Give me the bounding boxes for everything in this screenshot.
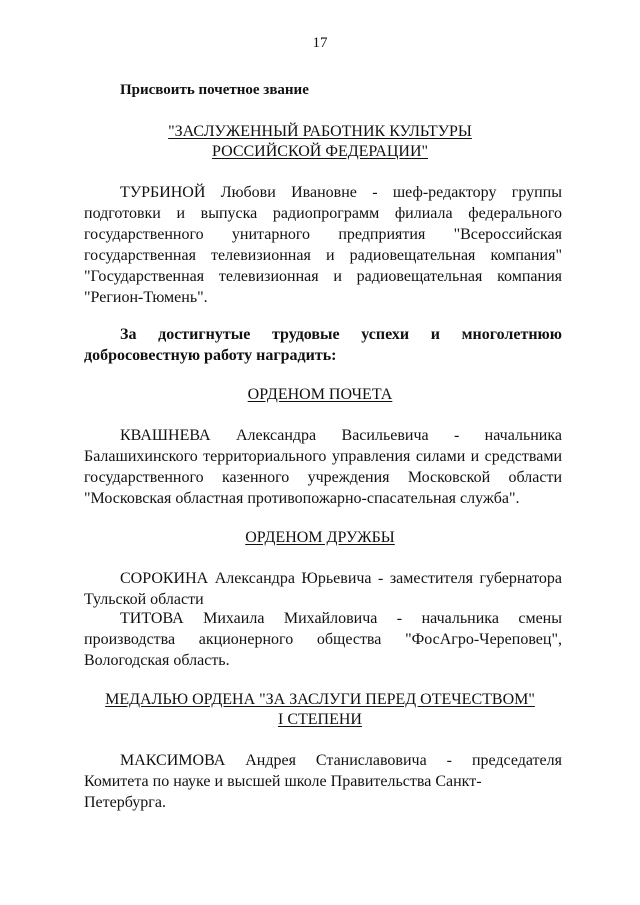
paragraph-line: Вологодская область. (84, 652, 230, 669)
paragraph-line: "Московская областная противопожарно-спасательная служба". (84, 490, 520, 507)
paragraph-line: Балашихинского территориального управления силами и средствами (84, 448, 562, 465)
paragraph-line: МАКСИМОВА Андрея Станиславовича - председателя (120, 752, 562, 769)
maksimov-paragraph (84, 750, 562, 813)
paragraph-line: государственного казенного учреждения Московской области (84, 469, 562, 486)
medal-title-line-2: I СТЕПЕНИ (278, 711, 362, 728)
page-number: 17 (312, 35, 328, 51)
paragraph-line: "Регион-Тюмень". (84, 289, 208, 306)
honorary-title-line-1: "ЗАСЛУЖЕННЫЙ РАБОТНИК КУЛЬТУРЫ (168, 123, 472, 140)
award-intro (84, 324, 562, 366)
paragraph-line: ТИТОВА Михаила Михайловича - начальника смены (120, 610, 562, 627)
paragraph-line: добросовестную работу наградить: (84, 347, 337, 364)
paragraph-line: Тульской области (84, 591, 204, 608)
paragraph-line: За достигнутые трудовые успехи и многолетнюю (120, 326, 562, 343)
paragraph-line: "Государственная телевизионная и радиовещательная компания (84, 268, 562, 285)
titov-paragraph (84, 608, 562, 671)
paragraph-line: государственного унитарного предприятия "Всероссийская (84, 226, 562, 243)
honorary-title-line-2: РОССИЙСКОЙ ФЕДЕРАЦИИ" (211, 143, 429, 160)
paragraph-line: ТУРБИНОЙ Любови Ивановне - шеф-редактору группы (120, 184, 562, 201)
paragraph-line: государственная телевизионная и радиовещательная компания" (84, 247, 562, 264)
paragraph-line: подготовки и выпуска радиопрограмм филиала федерального (84, 205, 562, 222)
paragraph-line: СОРОКИНА Александра Юрьевича - заместителя губернатора (120, 570, 562, 587)
medal-title-line-1: МЕДАЛЬЮ ОРДЕНА "ЗА ЗАСЛУГИ ПЕРЕД ОТЕЧЕСТВОМ" (105, 691, 535, 708)
paragraph-line: производства акционерного общества "ФосАгро-Череповец", (84, 631, 562, 648)
assign-title: Присвоить почетное звание (120, 82, 309, 98)
kvashnev-paragraph (84, 425, 562, 509)
paragraph-line: КВАШНЕВА Александра Васильевича - начальника (120, 427, 562, 444)
turbina-paragraph (84, 182, 562, 308)
sorokin-paragraph (84, 568, 562, 610)
order-honor-title: ОРДЕНОМ ПОЧЕТА (247, 386, 393, 403)
order-friendship-title: ОРДЕНОМ ДРУЖБЫ (245, 529, 395, 546)
paragraph-line: Комитета по науке и высшей школе Правительства Санкт-Петербурга. (84, 773, 482, 811)
